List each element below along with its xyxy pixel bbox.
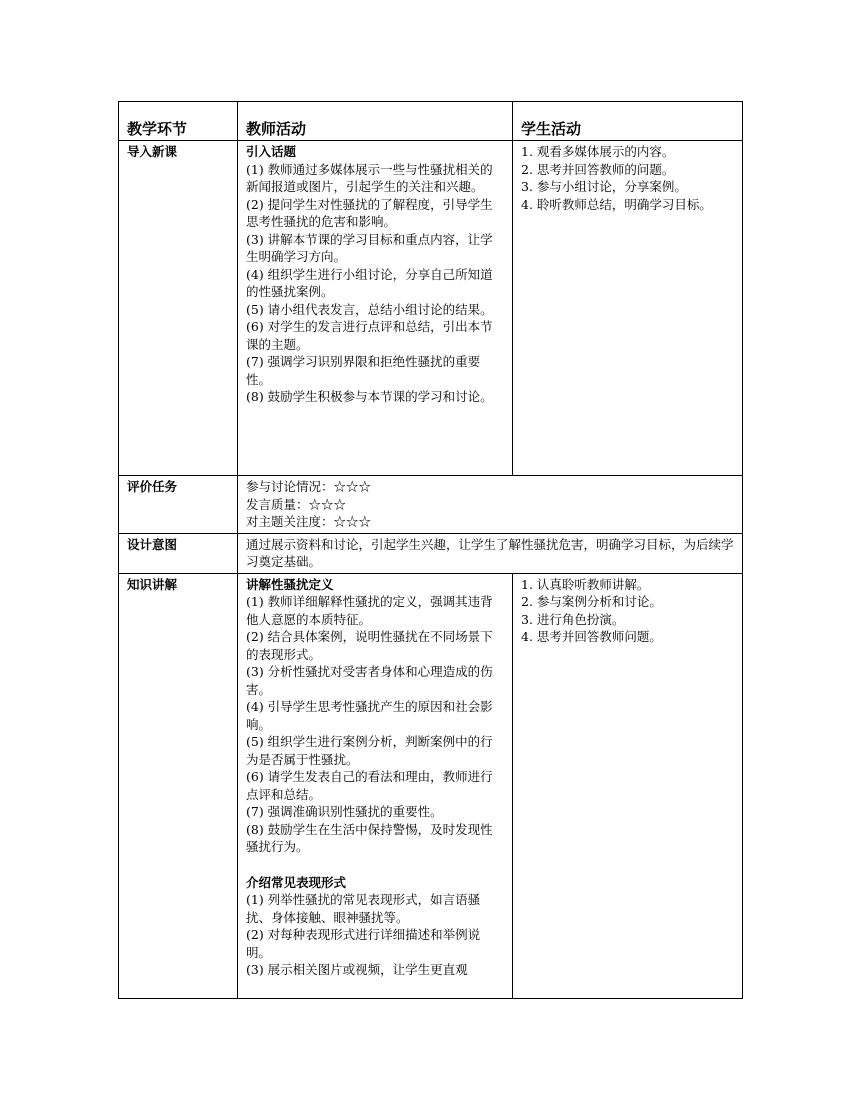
list-item: (5) 组织学生进行案例分析，判断案例中的行为是否属于性骚扰。 bbox=[246, 734, 493, 767]
knowledge-row bbox=[119, 573, 743, 998]
section-title-forms: 介绍常见表现形式 bbox=[246, 874, 347, 890]
stage-knowledge: 知识讲解 bbox=[119, 573, 238, 998]
list-item: (7) 强调准确识别性骚扰的重要性。 bbox=[246, 804, 443, 819]
list-item: (2) 提问学生对性骚扰的了解程度，引导学生思考性骚扰的危害和影响。 bbox=[246, 196, 493, 229]
stage-evaluation: 评价任务 bbox=[119, 476, 238, 534]
list-item: (1) 教师通过多媒体展示一些与性骚扰相关的新闻报道或图片，引起学生的关注和兴趣。 bbox=[246, 161, 493, 194]
evaluation-row bbox=[119, 476, 743, 534]
list-item: 2. 参与案例分析和讨论。 bbox=[521, 594, 662, 609]
teacher-knowledge-cell bbox=[238, 573, 513, 998]
student-intro-cell bbox=[513, 141, 743, 476]
stage-design: 设计意图 bbox=[119, 533, 238, 573]
list-item: (1) 教师详细解释性骚扰的定义，强调其违背他人意愿的本质特征。 bbox=[246, 594, 493, 627]
list-item: (4) 组织学生进行小组讨论，分享自己所知道的性骚扰案例。 bbox=[246, 266, 493, 299]
list-item: (3) 分析性骚扰对受害者身体和心理造成的伤害。 bbox=[246, 664, 493, 697]
stage-intro: 导入新课 bbox=[119, 141, 238, 476]
header-stage: 教学环节 bbox=[119, 102, 238, 141]
student-knowledge-cell bbox=[513, 573, 743, 998]
section-title-intro: 引入话题 bbox=[246, 144, 297, 159]
design-row bbox=[119, 533, 743, 573]
header-student: 学生活动 bbox=[513, 102, 743, 141]
list-item: (8) 鼓励学生在生活中保持警惕，及时发现性骚扰行为。 bbox=[246, 821, 493, 854]
list-item: 3. 参与小组讨论，分享案例。 bbox=[521, 179, 687, 194]
list-item: (1) 列举性骚扰的常见表现形式，如言语骚扰、身体接触、眼神骚扰等。 bbox=[246, 892, 481, 925]
header-row bbox=[119, 102, 743, 141]
list-item: (7) 强调学习识别界限和拒绝性骚扰的重要性。 bbox=[246, 354, 481, 387]
spacer bbox=[246, 856, 504, 874]
list-item: 1. 观看多媒体展示的内容。 bbox=[521, 144, 675, 159]
evaluation-cell bbox=[238, 476, 743, 534]
intro-row bbox=[119, 141, 743, 476]
list-item: (4) 引导学生思考性骚扰产生的原因和社会影响。 bbox=[246, 699, 493, 732]
list-item: 4. 思考并回答教师问题。 bbox=[521, 629, 662, 644]
list-item: (5) 请小组代表发言，总结小组讨论的结果。 bbox=[246, 301, 493, 317]
list-item: 1. 认真聆听教师讲解。 bbox=[521, 576, 650, 592]
header-teacher: 教师活动 bbox=[238, 102, 513, 141]
evaluation-line: 发言质量：☆☆☆ bbox=[246, 496, 347, 512]
list-item: (6) 对学生的发言进行点评和总结，引出本节课的主题。 bbox=[246, 319, 493, 352]
list-item: (8) 鼓励学生积极参与本节课的学习和讨论。 bbox=[246, 389, 493, 404]
list-item: 3. 进行角色扮演。 bbox=[521, 611, 625, 627]
list-item: (3) 展示相关图片或视频，让学生更直观 bbox=[246, 962, 468, 977]
lesson-plan-table bbox=[118, 101, 743, 999]
list-item: (3) 讲解本节课的学习目标和重点内容，让学生明确学习方向。 bbox=[246, 231, 493, 264]
list-item: 4. 聆听教师总结，明确学习目标。 bbox=[521, 196, 712, 212]
teacher-intro-cell bbox=[238, 141, 513, 476]
section-title-definition: 讲解性骚扰定义 bbox=[246, 576, 334, 592]
list-item: (2) 对每种表现形式进行详细描述和举例说明。 bbox=[246, 927, 481, 960]
list-item: 2. 思考并回答教师的问题。 bbox=[521, 161, 675, 177]
evaluation-line: 参与讨论情况：☆☆☆ bbox=[246, 479, 372, 494]
list-item: (6) 请学生发表自己的看法和理由，教师进行点评和总结。 bbox=[246, 769, 493, 802]
evaluation-line: 对主题关注度：☆☆☆ bbox=[246, 514, 372, 529]
design-intent-text: 通过展示资料和讨论，引起学生兴趣，让学生了解性骚扰危害，明确学习目标，为后续学习奠定基础。 bbox=[238, 533, 743, 573]
list-item: (2) 结合具体案例，说明性骚扰在不同场景下的表现形式。 bbox=[246, 629, 493, 662]
